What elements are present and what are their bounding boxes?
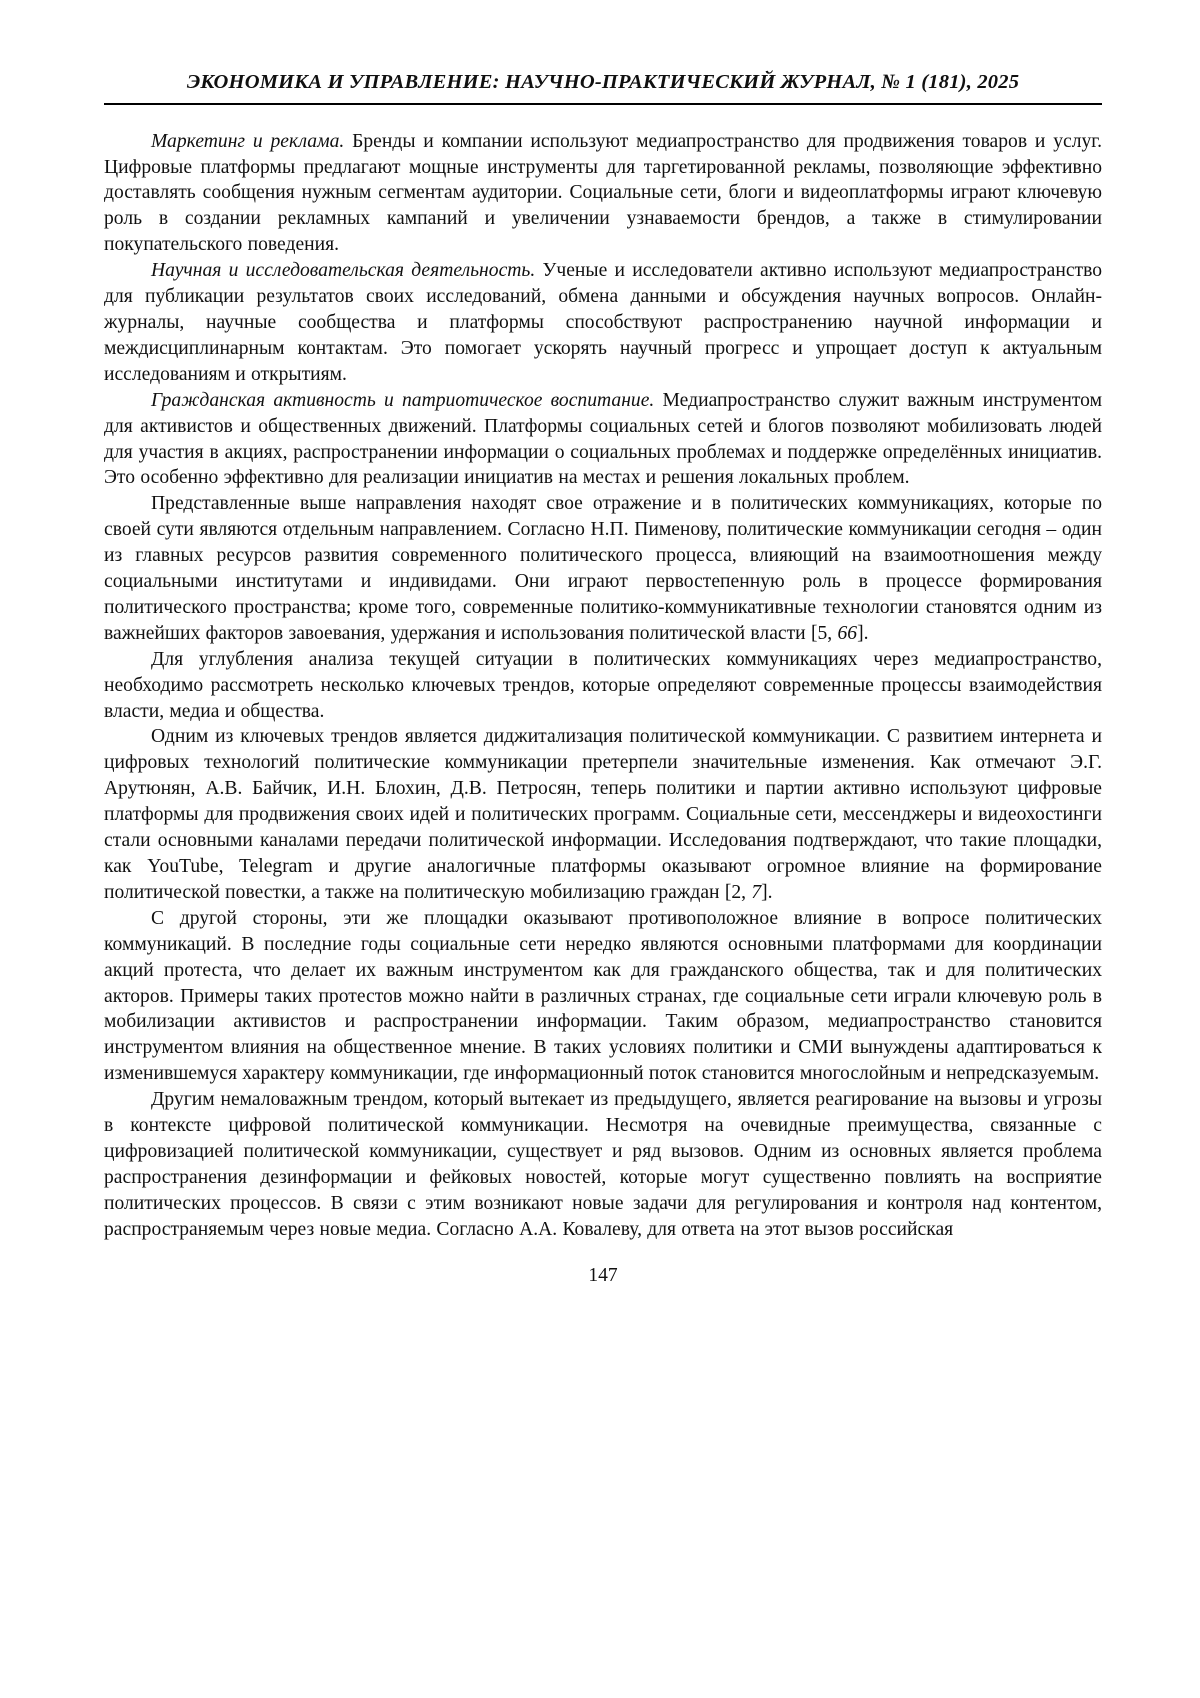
paragraph-text-segment: Ученые и исследователи активно используют медиапространство для публикации результатов своих исследований, обмена данными и обсуждения научных вопросов. Онлайн-журналы, научные сообщества и платформы способствуют распространению научной информации и междисциплинарным контактам. Это помогает ускорять научный прогресс и упрощает доступ к актуальным исследованиям и открытиям. (104, 260, 1102, 385)
page-header (104, 70, 1102, 105)
page-number: 147 (588, 1264, 618, 1286)
paragraph-italic-segment: Маркетинг и реклама. (151, 130, 345, 152)
paragraph-italic-segment: Научная и исследовательская деятельность. (151, 260, 536, 282)
paragraph-text-segment: Представленные выше направления находят свое отражение и в политических коммуникациях, которые по своей сути являются отдельным направлением. Согласно Н.П. Пименову, политические коммуникации сегодня – один из главных ресурсов развития современного политического процесса, влияющий на взаимоотношения между социальными институтами и индивидами. Они играют первостепенную роль в процессе формирования политического пространства; кроме того, современные политико-коммуникативные технологии становятся одним из важнейших факторов завоевания, удержания и использования политической власти [5, (104, 493, 1102, 644)
paragraph-italic-segment: 66 (837, 622, 858, 644)
paragraph-text-segment: Медиапространство служит важным инструментом для активистов и общественных движений. Платформы социальных сетей и блогов позволяют мобилизовать людей для участия в акциях, распространении информации о социальных проблемах и поддержке определённых инициатив. Это особенно эффективно для реализации инициатив на местах и решения локальных проблем. (104, 389, 1102, 489)
header-rule (104, 103, 1102, 105)
paragraph-italic-segment: 7 (751, 881, 762, 903)
paragraph-digitalization-trend (104, 724, 1102, 905)
paragraph-challenges-trend (104, 1087, 1102, 1242)
journal-title: ЭКОНОМИКА И УПРАВЛЕНИЕ: НАУЧНО-ПРАКТИЧЕСКИЙ ЖУРНАЛ, № 1 (181), 2025 (186, 71, 1020, 93)
paragraph-italic-segment: Гражданская активность и патриотическое воспитание. (151, 389, 655, 411)
paragraph-marketing (104, 129, 1102, 259)
paragraph-text-segment: Одним из ключевых трендов является диджитализация политической коммуникации. С развитием интернета и цифровых технологий политические коммуникации претерпели значительные изменения. Как отмечают Э.Г. Арутюнян, А.В. Байчик, И.Н. Блохин, Д.В. Петросян, теперь политики и партии активно используют цифровые платформы для продвижения своих идей и политических программ. Социальные сети, мессенджеры и видеохостинги стали основными каналами передачи политической информации. Исследования подтверждают, что такие площадки, как YouTube, Telegram и другие аналогичные платформы оказывают огромное влияние на формирование политической повестки, а также на политическую мобилизацию граждан [2, (104, 726, 1102, 903)
page-footer (104, 1265, 1102, 1287)
paragraph-text-segment: ]. (857, 622, 869, 644)
paragraph-text-segment: Для углубления анализа текущей ситуации в политических коммуникациях через медиапространство, необходимо рассмотреть несколько ключевых трендов, которые определяют современные процессы взаимодействия власти, медиа и общества. (104, 648, 1102, 722)
paragraph-text-segment: С другой стороны, эти же площадки оказывают противоположное влияние в вопросе политических коммуникаций. В последние годы социальные сети нередко являются основными платформами для координации акций протеста, что делает их важным инструментом как для гражданского общества, так и для политических акторов. Примеры таких протестов можно найти в различных странах, где социальные сети играли ключевую роль в мобилизации активистов и распространении информации. Таким образом, медиапространство становится инструментом влияния на общественное мнение. В таких условиях политики и СМИ вынуждены адаптироваться к изменившемуся характеру коммуникации, где информационный поток становится многослойным и непредсказуемым. (104, 907, 1102, 1085)
paragraph-text-segment: Бренды и компании используют медиапространство для продвижения товаров и услуг. Цифровые платформы предлагают мощные инструменты для таргетированной рекламы, позволяющие эффективно доставлять сообщения нужным сегментам аудитории. Социальные сети, блоги и видеоплатформы играют ключевую роль в создании рекламных кампаний и увеличении узнаваемости брендов, а также в стимулировании покупательского поведения. (104, 130, 1102, 256)
paragraph-political-communications (104, 491, 1102, 646)
article-body (104, 129, 1102, 1243)
paragraph-trends-intro (104, 647, 1102, 725)
paragraph-text-segment: Другим немаловажным трендом, который вытекает из предыдущего, является реагирование на вызовы и угрозы в контексте цифровой политической коммуникации. Несмотря на очевидные преимущества, связанные с цифровизацией политической коммуникации, существует и ряд вызовов. Одним из основных является проблема распространения дезинформации и фейковых новостей, которые могут существенно повлиять на восприятие политических процессов. В связи с этим возникают новые задачи для регулирования и контроля над контентом, распространяемым через новые медиа. Согласно А.А. Ковалеву, для ответа на этот вызов российская (104, 1089, 1102, 1240)
paragraph-text-segment: ]. (761, 881, 773, 903)
paragraph-opposite-influence (104, 906, 1102, 1087)
paragraph-science (104, 258, 1102, 388)
paragraph-civic-activity (104, 388, 1102, 492)
